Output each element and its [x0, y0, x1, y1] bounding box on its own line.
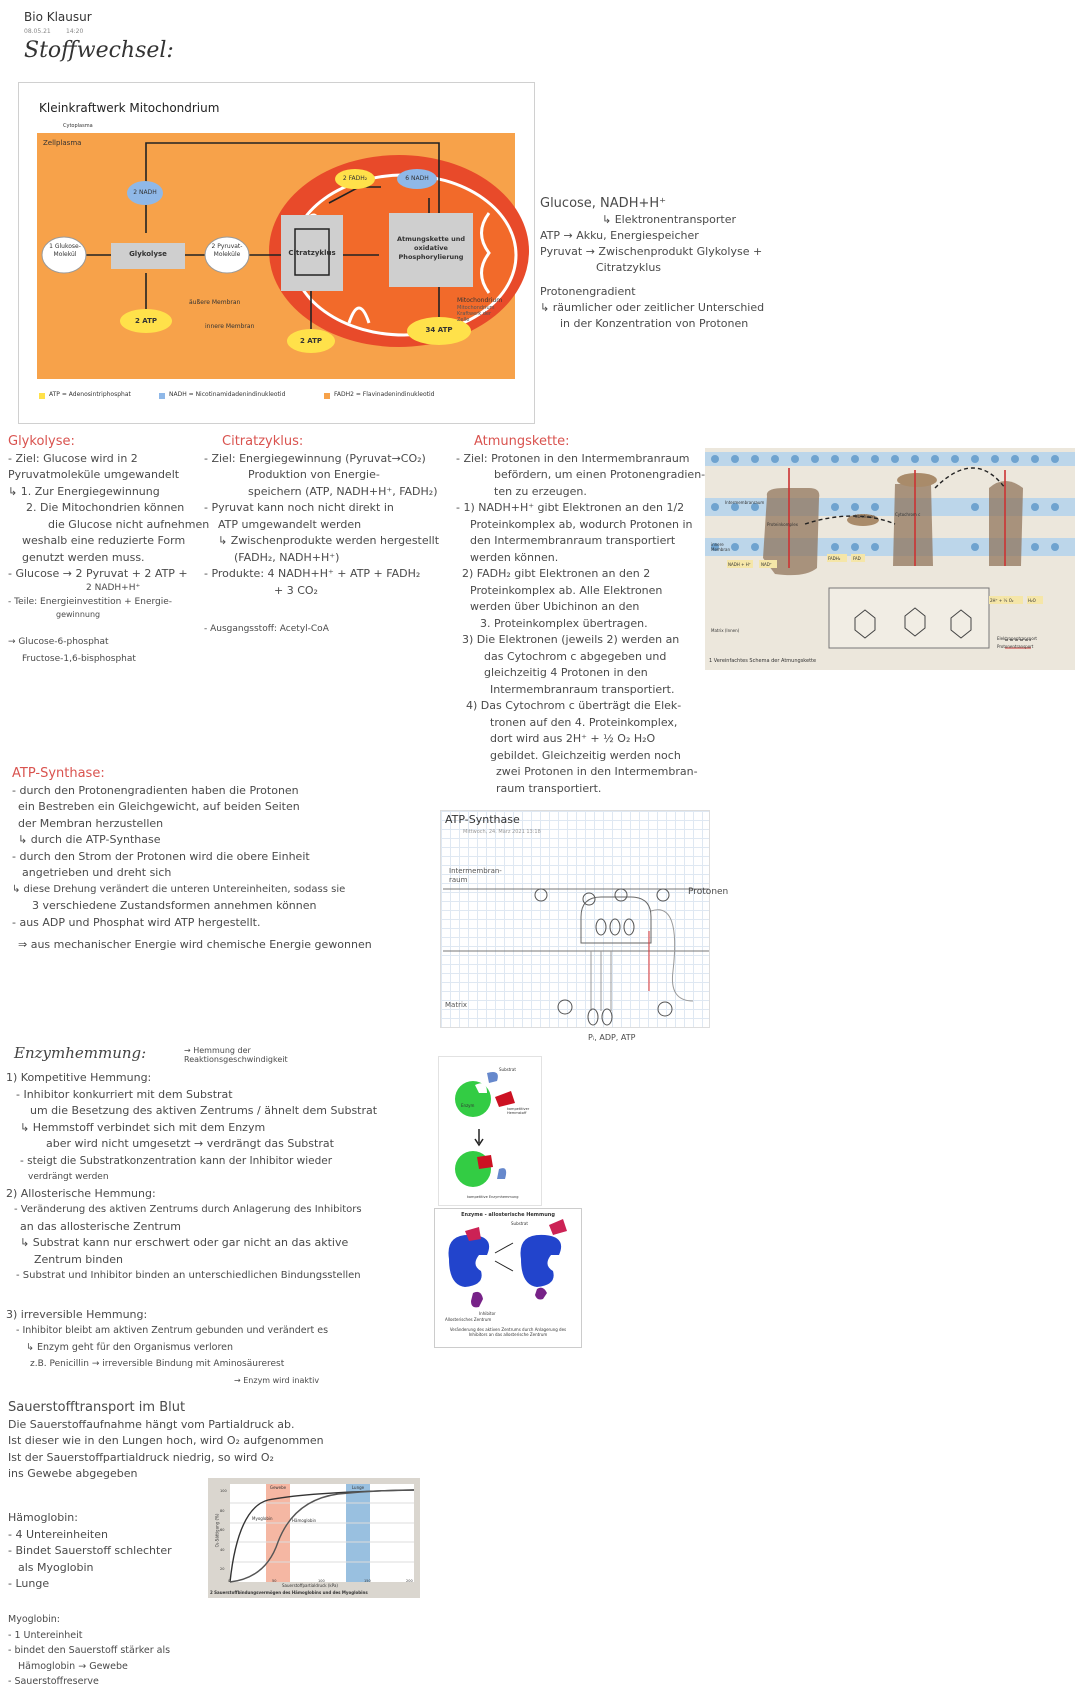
atmung-legend-elektron: Elektronentransport	[997, 636, 1038, 641]
text-line: ↳ Zwischenprodukte werden hergestellt	[218, 534, 440, 547]
fig1-caption: kompetitive Enzymhemmung	[467, 1195, 519, 1199]
fig1-substrat: Substrat	[499, 1067, 516, 1072]
fig2-inhibitor: Inhibitor	[479, 1311, 496, 1316]
text-line: - Pyruvat kann noch nicht direkt in	[204, 501, 394, 514]
page-date: 08.05.21	[24, 28, 51, 35]
section-title: Glykolyse:	[8, 434, 75, 449]
haemoglobin-notes	[8, 1510, 208, 1593]
subject-title: Stoffwechsel:	[24, 38, 174, 63]
text-line: genutzt werden muss.	[22, 550, 145, 564]
atmung-innere-membran: innere Membran	[711, 542, 730, 552]
atmung-nad: NAD⁺	[761, 562, 772, 567]
chart-myoglobin-label: Myoglobin	[252, 1516, 273, 1521]
text-line: - aus ADP und Phosphat wird ATP hergestellt.	[12, 915, 261, 929]
text-line: Myoglobin:	[8, 1614, 61, 1625]
chart-caption: 2 Sauerstoffbindungsvermögen des Hämoglobins und des Myoglobins	[210, 1590, 368, 1595]
text-line: - Veränderung des aktiven Zentrums durch Anlagerung des Inhibitors	[14, 1204, 362, 1215]
mitochondrium-figure	[18, 82, 535, 424]
text-line: - Glucose → 2 Pyruvat + 2 ATP +	[8, 567, 188, 580]
text-line: 3. Proteinkomplex übertragen.	[480, 616, 648, 630]
atmung-fad: FAD	[853, 556, 861, 561]
text-line: - 1) NADH+H⁺ gibt Elektronen an den 1/2	[456, 501, 685, 514]
text-line: (FADH₂, NADH+H⁺)	[234, 550, 340, 564]
legend-fadh: FADH2 = Flavinadenindinukleotid	[334, 391, 435, 398]
text-line: an das allosterische Zentrum	[20, 1219, 181, 1233]
text-line: Proteinkomplex ab. Alle Elektronen	[470, 583, 663, 597]
text-line: ↳ Enzym geht für den Organismus verloren	[26, 1341, 234, 1353]
text-line: + 3 CO₂	[274, 583, 318, 597]
text-line: Pyruvatmoleküle umgewandelt	[8, 468, 180, 481]
atmung-komplex: Proteinkomplex	[767, 522, 798, 527]
atp-synthase-section	[12, 766, 432, 954]
enzym-title: Enzymhemmung:	[14, 1044, 147, 1062]
text-line: 1) Kompetitive Hemmung:	[6, 1071, 152, 1084]
text-line: - Teile: Energieinvestition + Energie-	[8, 596, 173, 607]
kompetitive-hemmung-figure	[438, 1056, 542, 1206]
sauerstoff-section	[8, 1400, 368, 1483]
glucose-label: 1 Glukose-Molekül	[49, 243, 81, 258]
text-line: ↳ Substrat kann nur erschwert oder gar nicht an das aktive	[20, 1236, 349, 1249]
text-line: - Produkte: 4 NADH+H⁺ + ATP + FADH₂	[204, 567, 421, 580]
atp-fig-intermembran: Intermembran-raum	[449, 867, 502, 884]
section-title: ATP-Synthase:	[12, 766, 105, 781]
text-line: das Cytochrom c abgegeben und	[484, 649, 667, 663]
note-line: ATP → Akku, Energiespeicher	[540, 229, 699, 242]
y-tick: 100	[220, 1489, 227, 1493]
text-line: Proteinkomplex ab, wodurch Protonen in	[470, 517, 693, 531]
atp-fig-bottom: Pᵢ, ADP, ATP	[588, 1033, 636, 1042]
chart-haemoglobin-label: Hämoglobin	[292, 1518, 317, 1523]
text-line: 2) Allosterische Hemmung:	[6, 1186, 156, 1200]
atp34: 34 ATP	[425, 326, 453, 334]
text-line: Hämoglobin → Gewebe	[18, 1660, 128, 1672]
text-line: - Sauerstoffreserve	[8, 1676, 99, 1687]
glykolyse-section	[8, 434, 218, 667]
fig2-caption: Veränderung des aktiven Zentrums durch Anlagerung des Inhibitors an das allosterische Zentrum	[449, 1327, 567, 1337]
text-line: 3) Die Elektronen (jeweils 2) werden an	[462, 633, 680, 646]
atmungskette-label: Atmungskette und oxidative Phosphorylierung	[396, 235, 466, 261]
text-line: - Inhibitor bleibt am aktiven Zentrum gebunden und verändert es	[16, 1325, 329, 1336]
text-line: angetrieben und dreht sich	[22, 866, 172, 879]
citratzyklus-label: Citratzyklus	[288, 249, 336, 257]
text-line: Fructose-1,6-bisphosphat	[22, 653, 136, 664]
page-time: 14:20	[66, 28, 84, 35]
atmung-caption: 1 Vereinfachtes Schema der Atmungskette	[709, 658, 817, 664]
citratzyklus-section	[204, 434, 444, 638]
myoglobin-notes	[8, 1612, 208, 1690]
pyruvat-label: 2 Pyruvat-Moleküle	[211, 243, 243, 258]
enzymhemmung-section	[6, 1070, 436, 1389]
section-title: Sauerstofftransport im Blut	[8, 1400, 186, 1415]
atp-fig-protonen: Protonen	[688, 887, 729, 897]
fadh2-label: 2 FADH₂	[342, 175, 368, 182]
nadh2-label: 2 NADH	[133, 189, 157, 196]
atmungskette-section	[456, 434, 706, 797]
atp-fig-date: Mittwoch, 24. März 2021 13:18	[463, 829, 541, 835]
note-line: Citratzyklus	[596, 261, 662, 274]
text-line: → Enzym wird inaktiv	[234, 1375, 320, 1385]
chart-yticks	[220, 1482, 227, 1580]
text-line: - durch den Strom der Protonen wird die obere Einheit	[12, 849, 310, 863]
note-line: Glucose, NADH+H⁺	[540, 196, 666, 211]
chart-ylabel: O₂-Sättigung (%)	[214, 1513, 220, 1548]
atmung-fadh2: FADH₂	[828, 556, 841, 561]
text-line: Hämoglobin:	[8, 1511, 78, 1524]
fig1-inhibitor: kompetitiver Hemmstoff	[507, 1107, 530, 1115]
text-line: ↳ durch die ATP-Synthase	[18, 833, 161, 846]
text-line: Ist der Sauerstoffpartialdruck niedrig, so wird O₂	[8, 1450, 274, 1464]
x-tick: 0	[228, 1579, 231, 1583]
text-line: tronen auf den 4. Proteinkomplex,	[490, 715, 678, 729]
text-line: 2. Die Mitochondrien können	[26, 501, 185, 514]
section-title: Atmungskette:	[474, 434, 570, 449]
note-line: ↳ Elektronentransporter	[602, 213, 737, 226]
text-line: gleichzeitig 4 Protonen in den	[484, 666, 648, 679]
section-title: Citratzyklus:	[222, 434, 304, 449]
text-line: ATP umgewandelt werden	[218, 517, 362, 531]
text-line: Ist dieser wie in den Lungen hoch, wird O₂ aufgenommen	[8, 1434, 324, 1447]
atmungskette-figure	[705, 448, 1075, 670]
atp2-glykolyse: 2 ATP	[134, 317, 158, 325]
atmung-h2o-left: 2H⁺ + ½ O₂	[990, 598, 1014, 603]
allosterische-hemmung-figure	[434, 1208, 582, 1348]
atmung-h2o-right: H₂O	[1028, 598, 1036, 603]
text-line: - 4 Untereinheiten	[8, 1527, 108, 1541]
nadh6-label: 6 NADH	[405, 175, 429, 182]
text-line: der Membran herzustellen	[18, 816, 164, 830]
aussere-membran-label: äußere Membran	[189, 299, 241, 306]
text-line: z.B. Penicillin → irreversible Bindung mit Aminosäurerest	[30, 1359, 285, 1369]
text-line: 4) Das Cytochrom c überträgt die Elek-	[466, 699, 682, 712]
text-line: um die Besetzung des aktiven Zentrums / ähnelt dem Substrat	[30, 1104, 378, 1117]
text-line: - steigt die Substratkonzentration kann der Inhibitor wieder	[20, 1154, 333, 1167]
y-tick: 20	[220, 1567, 225, 1572]
text-line: Zentrum binden	[34, 1252, 124, 1266]
cytoplasma-label: Cytoplasma	[63, 123, 93, 129]
side-notes	[540, 196, 764, 332]
y-tick: 80	[220, 1508, 225, 1513]
atmung-ubichinon: Ubichinon	[855, 514, 875, 519]
text-line: werden können.	[470, 550, 559, 564]
text-line: → Glucose-6-phosphat	[8, 637, 109, 647]
fig2-substrat: Substrat	[511, 1221, 528, 1226]
text-line: - 1 Untereinheit	[8, 1629, 83, 1641]
atp2-citrat: 2 ATP	[299, 337, 323, 345]
y-tick: 40	[220, 1547, 225, 1552]
legend-atp: ATP = Adenosintriphosphat	[49, 391, 131, 398]
text-line: dort wird aus 2H⁺ + ½ O₂ H₂O	[490, 732, 656, 745]
text-line: 3) irreversible Hemmung:	[6, 1307, 148, 1321]
y-tick: 60	[220, 1528, 225, 1533]
chart-gewebe-label: Gewebe	[269, 1485, 287, 1490]
sauerstoff-chart-svg	[208, 1478, 420, 1598]
x-tick: 100	[318, 1579, 325, 1583]
note-line: ↳ räumlicher oder zeitlicher Unterschied	[540, 301, 765, 314]
text-line: ten zu erzeugen.	[494, 484, 587, 498]
x-tick: 200	[406, 1579, 413, 1583]
kompetitiv-diagram	[439, 1057, 541, 1205]
text-line: - Inhibitor konkurriert mit dem Substrat	[16, 1087, 233, 1101]
chart-xlabel: Sauerstoffpartialdruck (kPa)	[282, 1583, 338, 1588]
atmung-matrix: Matrix (Innen)	[711, 628, 740, 633]
text-line: - bindet den Sauerstoff stärker als	[8, 1645, 171, 1656]
sauerstoff-chart	[208, 1478, 420, 1598]
figure-title: Kleinkraftwerk Mitochondrium	[39, 101, 220, 115]
text-line: ↳ 1. Zur Energiegewinnung	[8, 484, 160, 498]
text-line: ⇒ aus mechanischer Energie wird chemische Energie gewonnen	[18, 938, 372, 951]
fig2-title: Enzyme - allosterische Hemmung	[461, 1212, 555, 1218]
atp-synthase-sketch	[441, 811, 709, 1027]
chart-lunge-label: Lunge	[351, 1485, 365, 1490]
text-line: ↳ diese Drehung verändert die unteren Untereinheiten, sodass sie	[12, 883, 346, 895]
text-line: als Myoglobin	[18, 1560, 94, 1574]
text-line: aber wird nicht umgesetzt → verdrängt das Substrat	[46, 1137, 334, 1150]
text-line: Die Sauerstoffaufnahme hängt vom Partialdruck ab.	[8, 1417, 295, 1431]
atmung-nadh: NADH + H⁺	[728, 562, 751, 567]
note-line: Protonengradient	[540, 285, 636, 298]
atmung-intermembranraum: Intermembranraum	[725, 500, 765, 505]
text-line: 2) FADH₂ gibt Elektronen an den 2	[462, 567, 651, 580]
fig2-allosterisch: Allosterisches Zentrum	[445, 1317, 492, 1322]
note-line: in der Konzentration von Protonen	[560, 317, 749, 330]
note-line: Pyruvat → Zwischenprodukt Glykolyse +	[540, 245, 763, 258]
text-line: zwei Protonen in den Intermembran-	[496, 765, 698, 778]
atp-fig-matrix: Matrix	[445, 1001, 468, 1009]
text-line: ins Gewebe abgegeben	[8, 1467, 138, 1480]
text-line: Intermembranraum transportiert.	[490, 682, 675, 696]
legend-nadh: NADH = Nicotinamidadenindinukleotid	[169, 391, 286, 398]
text-line: die Glucose nicht aufnehmen	[48, 517, 210, 531]
mitochondrium-label: Mitochondrium	[457, 297, 503, 304]
text-line: ↳ Hemmstoff verbindet sich mit dem Enzym	[20, 1120, 266, 1134]
text-line: - durch den Protonengradienten haben die Protonen	[12, 783, 299, 797]
text-line: - Substrat und Inhibitor binden an unterschiedlichen Bindungsstellen	[16, 1270, 361, 1281]
text-line: weshalb eine reduzierte Form	[22, 534, 186, 547]
x-tick: 50	[272, 1579, 277, 1583]
text-line: - Ziel: Glucose wird in 2	[8, 451, 138, 465]
text-line: - Ausgangsstoff: Acetyl-CoA	[204, 624, 329, 634]
text-line: - Ziel: Protonen in den Intermembranraum	[456, 451, 690, 465]
text-line: - Lunge	[8, 1577, 50, 1590]
zellplasma-label: Zellplasma	[43, 139, 82, 147]
text-line: Produktion von Energie-	[248, 468, 380, 481]
text-line: befördern, um einen Protonengradien-	[494, 468, 706, 481]
atp-synthase-figure	[440, 810, 710, 1028]
text-line: gewinnung	[56, 610, 101, 619]
fig1-enzym: Enzym	[461, 1103, 475, 1108]
text-line: - Bindet Sauerstoff schlechter	[8, 1544, 172, 1557]
atp-fig-title: ATP-Synthase	[445, 813, 520, 826]
atmung-legend-proton: Protonentransport	[997, 644, 1034, 649]
innere-membran-label: innere Membran	[205, 323, 255, 330]
page-title: Bio Klausur	[24, 10, 92, 24]
enzym-title-note: → Hemmung der Reaktionsgeschwindigkeit	[184, 1046, 288, 1064]
glykolyse-label: Glykolyse	[129, 250, 167, 258]
atmung-cytochrom: Cytochrom c	[895, 512, 921, 517]
x-tick: 150	[364, 1579, 371, 1583]
text-line: - Ziel: Energiegewinnung (Pyruvat→CO₂)	[204, 451, 426, 465]
text-line: gebildet. Gleichzeitig werden noch	[490, 748, 681, 762]
text-line: 3 verschiedene Zustandsformen annehmen können	[32, 899, 317, 912]
text-line: 2 NADH+H⁺	[86, 582, 141, 593]
text-line: raum transportiert.	[496, 781, 602, 795]
text-line: den Intermembranraum transportiert	[470, 534, 676, 547]
text-line: speichern (ATP, NADH+H⁺, FADH₂)	[248, 484, 438, 498]
mitochondrium-note: Mitochondrium Kraftwerk der Zelle	[457, 305, 495, 323]
text-line: ein Bestreben ein Gleichgewicht, auf beiden Seiten	[18, 800, 300, 813]
text-line: verdrängt werden	[28, 1172, 109, 1182]
text-line: werden über Ubichinon an den	[470, 600, 640, 613]
